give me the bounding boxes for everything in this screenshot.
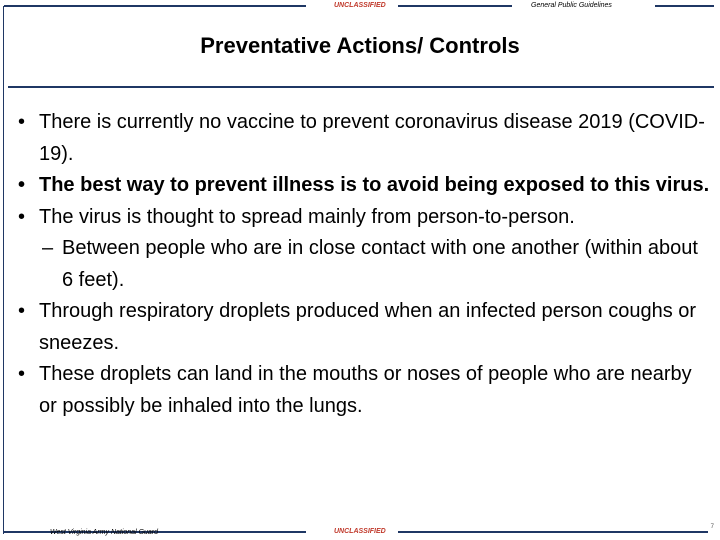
bullet-text: There is currently no vaccine to prevent coronavirus disease 2019 (COVID-19). bbox=[39, 111, 705, 165]
header-rule-right bbox=[655, 5, 714, 7]
bullet-text: These droplets can land in the mouths or noses of people who are nearby or possibly be inhaled into the lungs. bbox=[39, 363, 692, 417]
slide-content bbox=[14, 107, 714, 422]
bullet-marker: • bbox=[18, 205, 26, 228]
footer-rule-right bbox=[398, 531, 708, 533]
page-number: 7 bbox=[710, 524, 714, 530]
sub-bullet-marker: – bbox=[42, 237, 54, 259]
title-divider bbox=[8, 86, 714, 88]
bullet-item bbox=[14, 296, 714, 359]
bullet-marker: • bbox=[18, 363, 26, 385]
bullet-text: The best way to prevent illness is to avoid being exposed to this virus. bbox=[39, 174, 710, 196]
bullet-marker: • bbox=[18, 111, 26, 133]
slide-title: Preventative Actions/ Controls bbox=[200, 33, 520, 58]
bullet-text: Through respiratory droplets produced when an infected person coughs or sneezes. bbox=[39, 300, 697, 354]
bullet-item bbox=[14, 359, 714, 422]
bullet-item bbox=[14, 202, 714, 234]
header-classification: UNCLASSIFIED bbox=[334, 2, 386, 9]
bullet-text: The virus is thought to spread mainly from person-to-person. bbox=[39, 205, 575, 228]
bullet-item bbox=[14, 107, 714, 170]
bullet-item bbox=[14, 170, 714, 202]
header-rule-middle bbox=[398, 5, 512, 7]
slide-frame-left bbox=[3, 6, 4, 534]
footer-organization: West Virginia Army National Guard bbox=[50, 529, 159, 536]
header-rule-left bbox=[4, 5, 306, 7]
bullet-marker: • bbox=[18, 174, 26, 196]
sub-bullet-item bbox=[14, 233, 714, 296]
header-guideline-label: General Public Guidelines bbox=[531, 2, 612, 9]
sub-bullet-text: Between people who are in close contact with one another (within about 6 feet). bbox=[62, 237, 698, 291]
footer-classification: UNCLASSIFIED bbox=[334, 528, 386, 535]
bullet-marker: • bbox=[18, 300, 26, 322]
